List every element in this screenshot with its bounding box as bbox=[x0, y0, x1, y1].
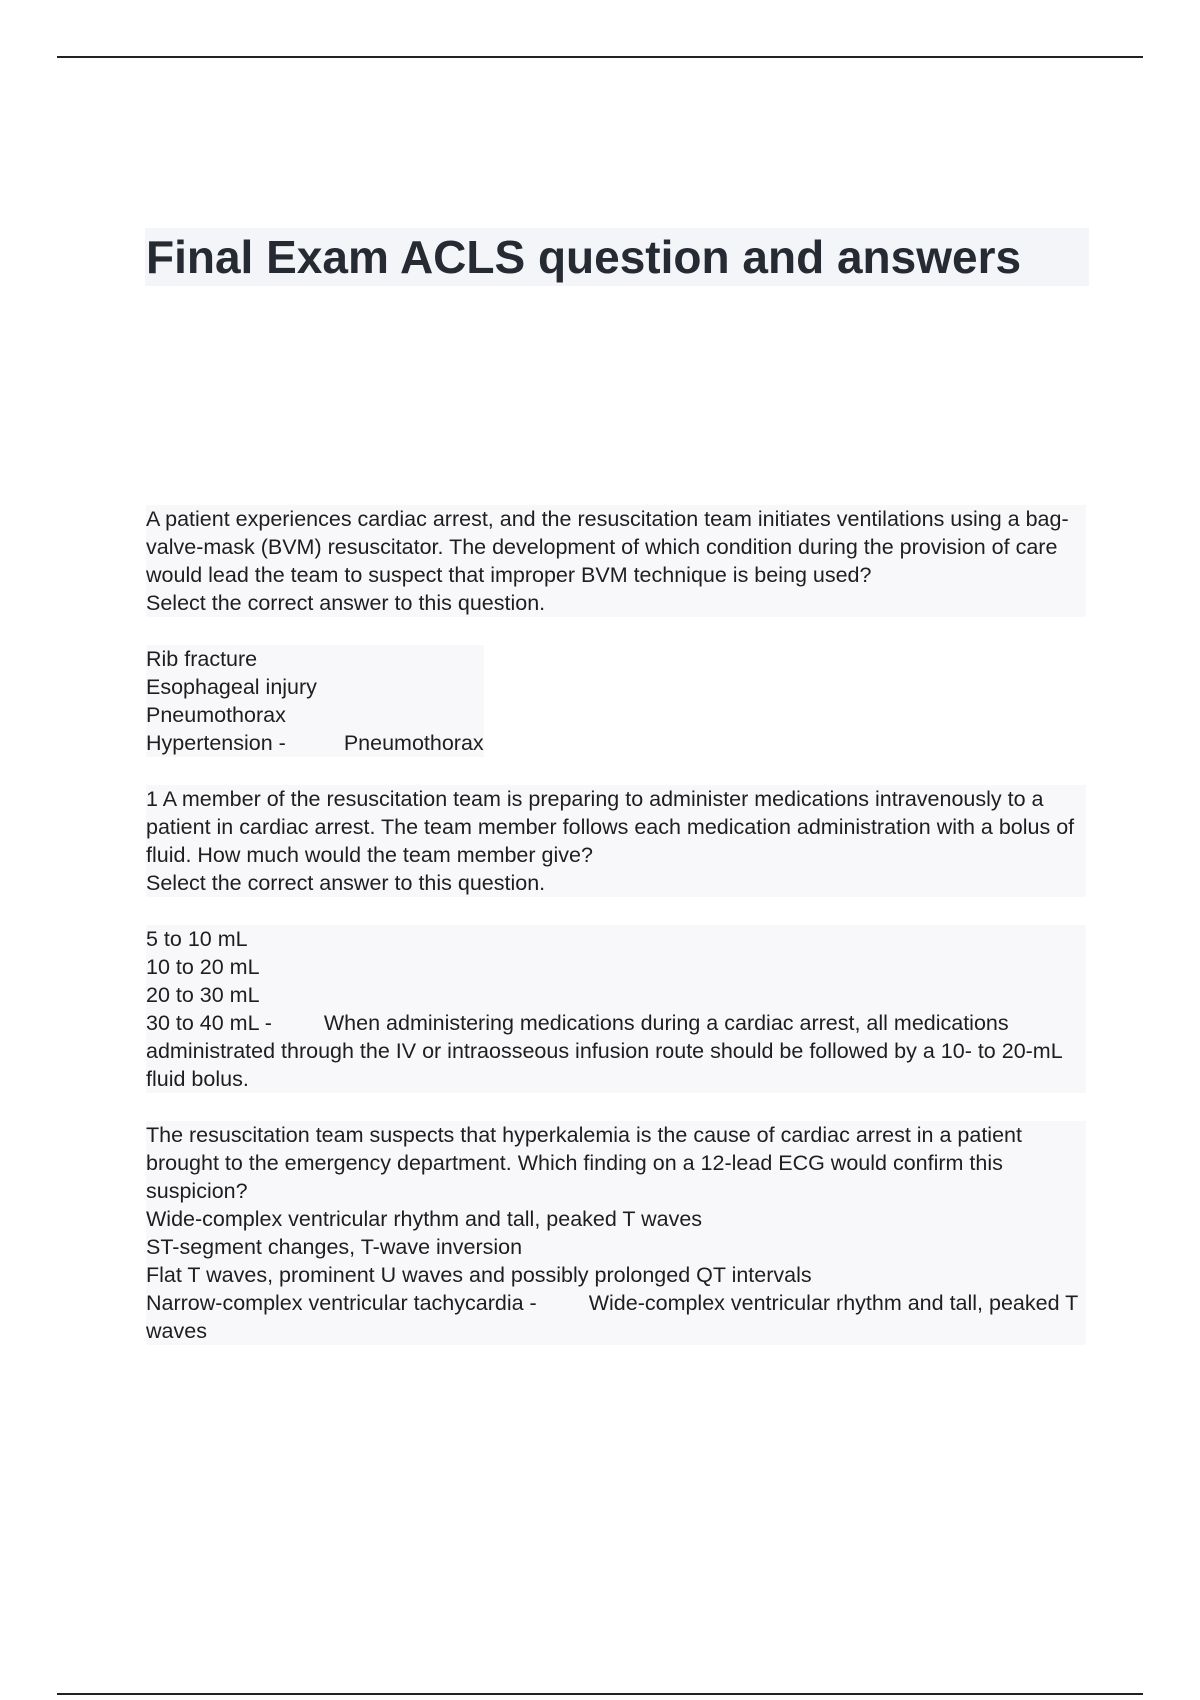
question-block bbox=[146, 785, 1086, 897]
option-list bbox=[146, 645, 484, 757]
option-text: Hypertension - bbox=[146, 731, 286, 755]
question-prompt: 1 A member of the resuscitation team is preparing to administer medications intravenously to a patient in cardiac arrest. The team member follows each medication administration with a bolus of fluid. How much would the team member give? bbox=[146, 787, 1075, 867]
question-list bbox=[146, 505, 1086, 1345]
question-instruction: Select the correct answer to this question. bbox=[146, 591, 546, 615]
option-item-last bbox=[146, 729, 484, 757]
answer-text: When administering medications during a cardiac arrest, all medications administrated through the IV or intraosseous infusion route should be followed by a 10- to 20-mL fluid bolus. bbox=[146, 1011, 1062, 1091]
question-instruction: Select the correct answer to this question. bbox=[146, 871, 546, 895]
option-item: Flat T waves, prominent U waves and possibly prolonged QT intervals bbox=[146, 1263, 812, 1287]
page-title: Final Exam ACLS question and answers bbox=[146, 231, 1022, 283]
option-item: Pneumothorax bbox=[146, 703, 286, 727]
question-block bbox=[146, 1121, 1086, 1345]
answer-text: Pneumothorax bbox=[343, 731, 484, 755]
option-text: Narrow-complex ventricular tachycardia - bbox=[146, 1291, 537, 1315]
option-text: 30 to 40 mL - bbox=[146, 1011, 272, 1035]
question-prompt: The resuscitation team suspects that hyperkalemia is the cause of cardiac arrest in a patient brought to the emergency department. Which finding on a 12-lead ECG would confirm this suspicion? bbox=[146, 1123, 1022, 1203]
option-item-last bbox=[146, 1289, 1086, 1345]
answer-text: Wide-complex ventricular rhythm and tall, peaked T waves bbox=[146, 1291, 1078, 1343]
option-item: 10 to 20 mL bbox=[146, 955, 260, 979]
question-block bbox=[146, 505, 1086, 617]
option-item: Wide-complex ventricular rhythm and tall, peaked T waves bbox=[146, 1207, 703, 1231]
option-item: Esophageal injury bbox=[146, 675, 317, 699]
option-item: 5 to 10 mL bbox=[146, 927, 248, 951]
option-item: 20 to 30 mL bbox=[146, 983, 260, 1007]
header-rule bbox=[57, 56, 1143, 58]
option-item: Rib fracture bbox=[146, 647, 258, 671]
option-list bbox=[146, 925, 1086, 1093]
option-item-last bbox=[146, 1009, 1086, 1093]
question-prompt: A patient experiences cardiac arrest, and the resuscitation team initiates ventilations using a bag-valve-mask (BVM) resuscitator. The development of which condition during the provision of care would lead the team to suspect that improper BVM technique is being used? bbox=[146, 507, 1069, 587]
option-item: ST-segment changes, T-wave inversion bbox=[146, 1235, 523, 1259]
footer-rule bbox=[57, 1693, 1143, 1695]
